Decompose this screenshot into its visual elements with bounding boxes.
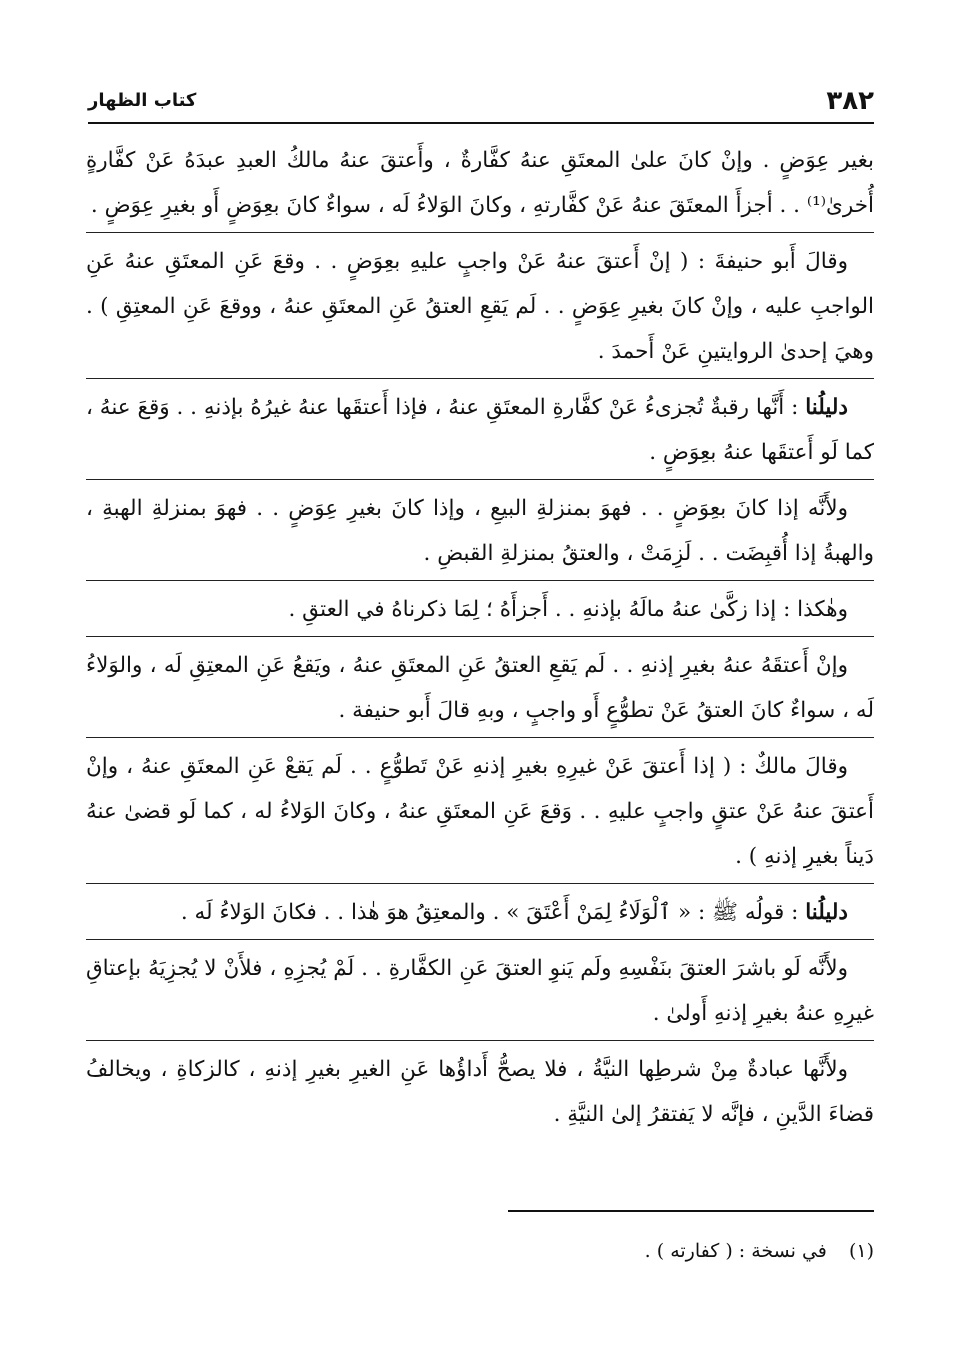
paragraph-text: ولأَنَّه لَو باشرَ العتقَ بنَفْسِهِ ولَم يَنوِ العتقَ عَنِ الكفَّارةِ . . لَمْ يُجزِهِ ، فلأَنْ لا يُجزِيَهُ بإعتاقِ غيرِهِ عنهُ بغيرِ إذنهِ أَولىٰ . (86, 956, 874, 1026)
footnote-divider (508, 1210, 874, 1212)
body-text (86, 132, 874, 1141)
paragraph-7 (86, 737, 874, 883)
page-header (88, 84, 874, 124)
paragraph-text: : قولُه ﷺ : « ٱلْوَلَاءُ لِمَنْ أَعْتَقَ » . والمعتِقُ هوَ هٰذا . . فكانَ الوَلاءُ لَه . (180, 900, 806, 925)
paragraph-3 (86, 378, 874, 479)
paragraph-4 (86, 479, 874, 580)
paragraph-text: ولأَنَّها عبادةٌ مِنْ شرطِها النيَّةُ ، فلا يصحُّ أَداؤُها عَنِ الغيرِ بغيرِ إذنهِ ، كالزكاةِ ، ويخالفُ قضاءَ الدَّينِ ، فإنَّه لا يَفتقرُ إلىٰ النيَّةِ . (86, 1057, 874, 1127)
paragraph-text: ولأَنَّه إذا كانَ بعِوَضٍ . . فهوَ بمنزلةِ البيعِ ، وإذا كانَ بغيرِ عِوَضٍ . . فهوَ بمنزلةِ الهبةِ ، والهبةُ إذا أُقبِضَت . . لَزِمَتْ ، والعتقُ بمنزلةِ القبضِ . (86, 496, 874, 566)
paragraph-10 (86, 1040, 874, 1141)
footnote (645, 1240, 874, 1262)
paragraph-8 (86, 883, 874, 939)
paragraph-5 (86, 580, 874, 636)
paragraph-text: وقالَ مالكٌ : ( إذا أَعتقَ عَنْ غيرِهِ بغيرِ إذنهِ عَنْ تَطوُّعٍ . . لَم يَقعْ عَنِ المعتَقِ عنهُ ، وإنْ أَعتقَ عنهُ عَنْ عتقٍ واجبٍ عليهِ . . وَقعَ عَنِ المعتَقِ عنهُ ، وكانَ الوَلاءُ له ، كما لَو قضىٰ عنهُ دَيناً بغيرِ إذنهِ ) . (86, 754, 874, 869)
footnote-number: (١) (848, 1240, 874, 1262)
page-number: ٣٨٢ (826, 86, 874, 116)
paragraph-2 (86, 232, 874, 378)
paragraph-lead: دليلُنا (805, 395, 848, 420)
paragraph-text: وقالَ أَبو حنيفةَ : ( إنْ أَعتقَ عنهُ عَنْ واجبٍ عليهِ بعِوَضٍ . . وقعَ عَنِ المعتَقِ عنهُ عَنِ الواجبِ عليه ، وإنْ كانَ بغيرِ عِوَضٍ . . لَم يَقعِ العتقُ عَنِ المعتَقِ عنهُ ، ووقعَ عَنِ المعتِقِ ) . وهيَ إحدىٰ الروايتينِ عَنْ أَحمدَ . (86, 249, 874, 364)
footnote-text: في نسخة : ( كفارته ) . (644, 1240, 827, 1262)
running-title: كتاب الظهار (88, 90, 197, 111)
paragraph-1 (86, 132, 874, 232)
paragraph-text: بغير عِوَضٍ . وإنْ كانَ علىٰ المعتَقِ عنهُ كفَّارةٌ ، وأَعتقَ عنهُ مالكُ العبدِ عبدَهُ عَنْ كفَّارةٍ أُخرىٰ⁽¹⁾ . . أجزأَ المعتَقَ عنهُ عَنْ كفَّارتهِ ، وكانَ الوَلاءُ لَه ، سواءٌ كانَ بعِوَضٍ أَو بغيرِ عِوَضٍ . (86, 148, 874, 218)
paragraph-text: : أَنَّها رقبةٌ تُجزىءُ عَنْ كفَّارةِ المعتَقِ عنهُ ، فإذا أَعتقَها عنهُ غيرُهُ بإذنهِ . . وَقعَ عنهُ ، كما لَو أَعتقَها عنهُ بعِوَضٍ . (86, 395, 874, 465)
paragraph-text: وإنْ أَعتقَهُ عنهُ بغيرِ إذنهِ . . لَم يَقعِ العتقُ عَنِ المعتَقِ عنهُ ، ويَقعُ عَنِ المعتِقِ لَه ، والوَلاءُ لَه ، سواءٌ كانَ العتقُ عَنْ تطوُّعٍ أَو واجبٍ ، وبهِ قالَ أَبو حنيفة . (86, 653, 874, 723)
header-divider (88, 122, 874, 124)
paragraph-9 (86, 939, 874, 1040)
paragraph-6 (86, 636, 874, 737)
paragraph-lead: دليلُنا (805, 900, 848, 925)
paragraph-text: وهٰكذا : إذا زكَّىٰ عنهُ مالَهُ بإذنهِ . . أَجزأَهُ ؛ لِمَا ذكرناهُ في العتقِ . (288, 597, 848, 622)
